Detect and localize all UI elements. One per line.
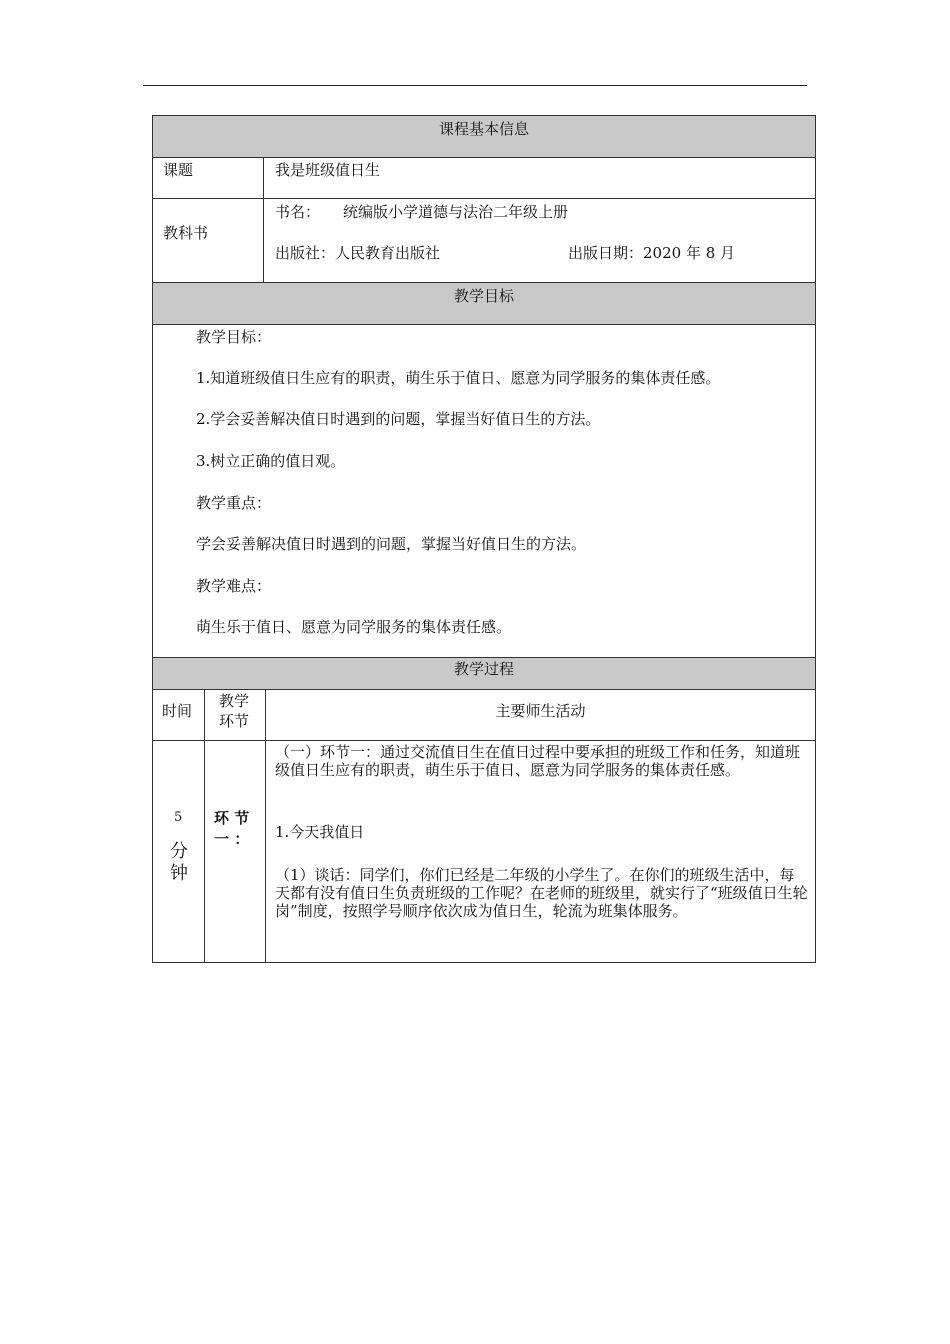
stage-col-divider xyxy=(265,689,266,963)
col-activity: 主要师生活动 xyxy=(495,702,586,720)
stage-label-line1: 环 节 xyxy=(214,809,250,827)
stage-label-line2: 一 ： xyxy=(214,830,250,848)
difficulty-text: 萌生乐于值日、愿意为同学服务的集体责任感。 xyxy=(196,618,512,636)
process-head-divider xyxy=(152,740,816,741)
goals-header-title: 教学目标 xyxy=(453,287,514,305)
topic-label: 课题 xyxy=(163,161,194,179)
time-unit-2: 钟 xyxy=(170,863,188,884)
activity-intro: （一）环节一：通过交流值日生在值日过程中要承担的班级工作和任务，知道班级值日生应有的职责，萌生乐于值日、愿意为同学服务的集体责任感。 xyxy=(275,743,801,779)
process-header-title: 教学过程 xyxy=(453,660,514,678)
key-text: 学会妥善解决值日时遇到的问题，掌握当好值日生的方法。 xyxy=(196,535,587,553)
time-col-divider xyxy=(204,689,205,963)
book-name-value: 统编版小学道德与法治二年级上册 xyxy=(343,203,569,221)
activity-talk: （1）谈话：同学们，你们已经是二年级的小学生了。在你们的班级生活中，每天都有没有值日生负责班级的工作呢？在老师的班级里，就实行了“班级值日生轮岗”制度，按照学号顺序依次成为值日生，轮流为班集体服务。 xyxy=(275,866,808,920)
topic-value: 我是班级值日生 xyxy=(275,161,381,179)
process-table xyxy=(152,689,816,963)
book-name-label: 书名： xyxy=(275,203,321,221)
row-divider xyxy=(152,198,816,199)
col-stage-line2: 环节 xyxy=(219,712,250,730)
activity-subtitle: 1.今天我值日 xyxy=(275,823,365,841)
basic-info-header xyxy=(152,115,816,158)
basic-info-title: 课程基本信息 xyxy=(438,120,529,138)
key-title: 教学重点： xyxy=(196,494,272,512)
textbook-label: 教科书 xyxy=(163,224,209,242)
time-number: 5 xyxy=(174,810,183,825)
process-header xyxy=(152,657,816,690)
col-stage-line1: 教学 xyxy=(219,692,250,710)
publish-date: 出版日期：2020 年 8 月 xyxy=(568,244,736,262)
difficulty-title: 教学难点： xyxy=(196,577,272,595)
time-unit-1: 分 xyxy=(170,841,188,862)
goal-2: 2.学会妥善解决值日时遇到的问题，掌握当好值日生的方法。 xyxy=(196,410,601,428)
col-time: 时间 xyxy=(162,702,193,720)
goal-3: 3.树立正确的值日观。 xyxy=(196,452,346,470)
col-divider xyxy=(263,157,264,283)
publisher: 出版社：人民教育出版社 xyxy=(275,244,441,262)
goal-1: 1.知道班级值日生应有的职责，萌生乐于值日、愿意为同学服务的集体责任感。 xyxy=(196,369,721,387)
goals-header xyxy=(152,282,816,325)
header-rule xyxy=(143,85,807,86)
goals-title: 教学目标： xyxy=(196,328,272,346)
